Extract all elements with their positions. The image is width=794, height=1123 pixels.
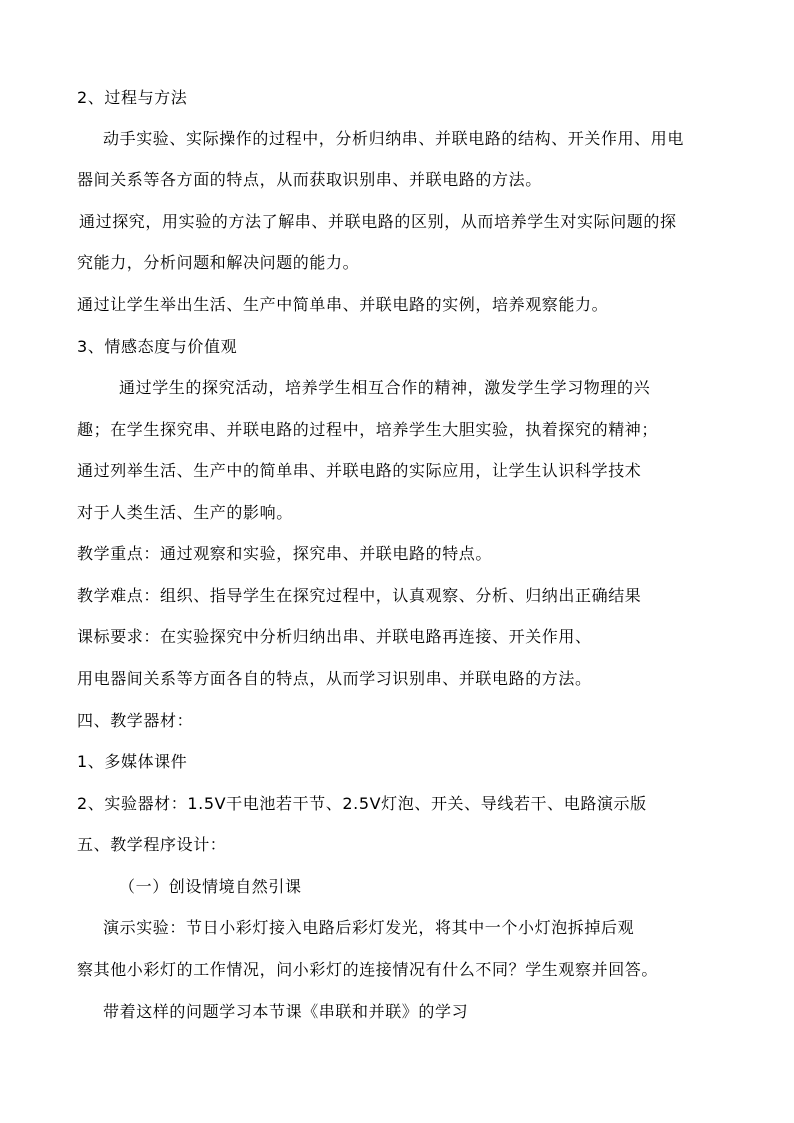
paragraph-line: 察其他小彩灯的工作情况，问小彩灯的连接情况有什么不同？学生观察并回答。 <box>77 960 659 979</box>
paragraph-line: 究能力，分析问题和解决问题的能力。 <box>77 253 360 272</box>
paragraph-line: 动手实验、实际操作的过程中，分析归纳串、并联电路的结构、开关作用、用电 <box>103 129 685 148</box>
teaching-difficulties: 教学难点：组织、指导学生在探究过程中，认真观察、分析、归纳出正确结果 <box>77 586 642 605</box>
equipment-item: 1、多媒体课件 <box>77 752 188 771</box>
paragraph-line: 对于人类生活、生产的影响。 <box>77 503 293 522</box>
paragraph-line: 器间关系等各方面的特点，从而获取识别串、并联电路的方法。 <box>77 170 542 189</box>
equipment-item: 2、实验器材：1.5V干电池若干节、2.5V灯泡、开关、导线若干、电路演示版 <box>77 794 647 813</box>
paragraph-line: 通过让学生举出生活、生产中简单串、并联电路的实例，培养观察能力。 <box>77 295 609 314</box>
subheading-introduction: （一）创设情境自然引课 <box>119 877 302 896</box>
paragraph-line: 趣；在学生探究串、并联电路的过程中，培养学生大胆实验，执着探究的精神； <box>77 420 659 439</box>
paragraph-line: 演示实验：节日小彩灯接入电路后彩灯发光，将其中一个小灯泡拆掉后观 <box>103 918 635 937</box>
heading-teaching-equipment: 四、教学器材： <box>77 711 194 730</box>
paragraph-line: 通过学生的探究活动，培养学生相互合作的精神，激发学生学习物理的兴 <box>119 378 651 397</box>
heading-attitudes-values: 3、情感态度与价值观 <box>77 337 238 356</box>
heading-program-design: 五、教学程序设计： <box>77 835 227 854</box>
paragraph-line: 通过列举生活、生产中的简单串、并联电路的实际应用，让学生认识科学技术 <box>77 461 642 480</box>
paragraph-line: 用电器间关系等方面各自的特点，从而学习识别串、并联电路的方法。 <box>77 669 592 688</box>
paragraph-line: 带着这样的问题学习本节课《串联和并联》的学习 <box>103 1002 469 1021</box>
heading-process-methods: 2、过程与方法 <box>77 88 188 107</box>
paragraph-line: 通过探究，用实验的方法了解串、并联电路的区别，从而培养学生对实际问题的探 <box>79 212 677 231</box>
curriculum-requirements: 课标要求：在实验探究中分析归纳出串、并联电路再连接、开关作用、 <box>77 627 592 646</box>
teaching-key-points: 教学重点：通过观察和实验，探究串、并联电路的特点。 <box>77 544 493 563</box>
